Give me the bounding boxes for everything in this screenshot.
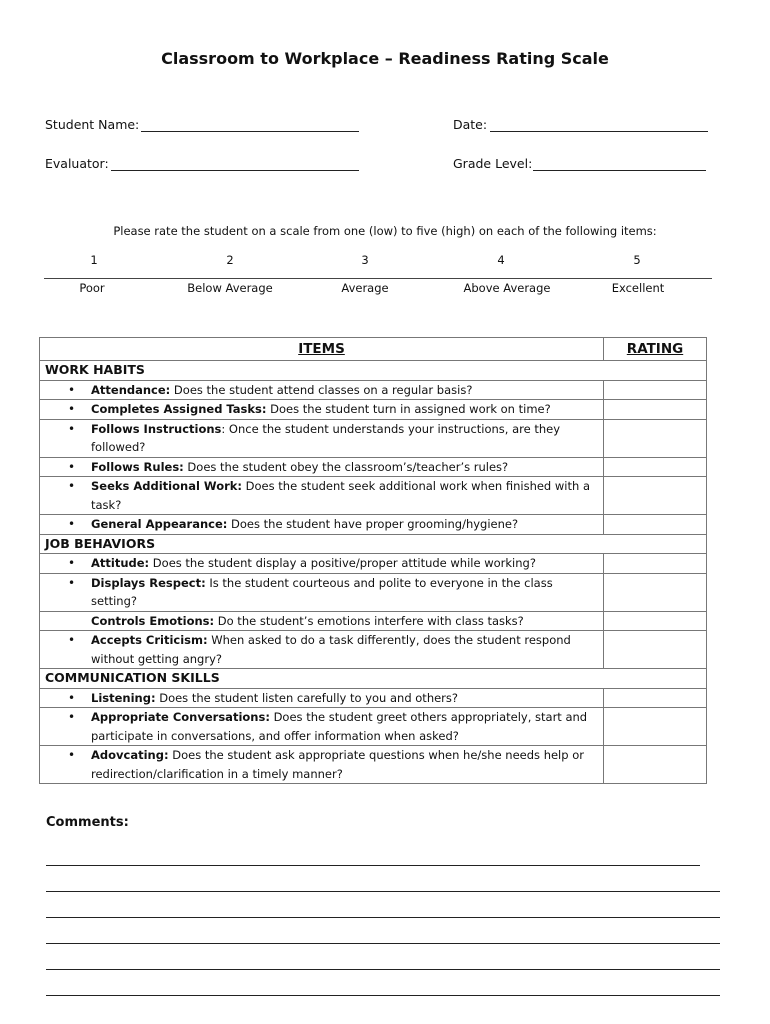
comment-line[interactable] — [46, 891, 720, 892]
scale-label: Poor — [79, 281, 105, 295]
scale-number: 5 — [633, 253, 641, 267]
rating-cell[interactable] — [604, 746, 707, 784]
item-description — [40, 708, 604, 746]
bullet-icon: • — [68, 575, 76, 590]
item-question: Is the student courteous and polite to everyone in the class setting? — [91, 575, 553, 608]
comment-line[interactable] — [46, 995, 720, 996]
item-title: Controls Emotions: — [91, 613, 215, 628]
item-question: Does the student have proper grooming/hygiene? — [227, 517, 519, 531]
item-row — [40, 746, 707, 784]
comment-line[interactable] — [46, 865, 700, 866]
item-row — [40, 631, 707, 669]
item-description — [40, 419, 604, 457]
item-row — [40, 708, 707, 746]
rating-cell[interactable] — [604, 457, 707, 477]
rating-cell[interactable] — [604, 573, 707, 611]
grade-level-label: Grade Level: — [453, 156, 533, 171]
date-field[interactable] — [490, 131, 708, 132]
item-question: Does the student greet others appropriately, start and participate in conversations, and offer information when asked? — [91, 710, 588, 743]
item-question: When asked to do a task differently, does the student respond without getting angry? — [91, 633, 571, 666]
bullet-icon: • — [68, 517, 76, 531]
bullet-icon: • — [68, 748, 76, 762]
bullet-icon: • — [68, 556, 76, 570]
page-title: Classroom to Workplace – Readiness Rating Scale — [161, 49, 609, 68]
item-title: General Appearance: — [91, 517, 228, 531]
evaluator-field[interactable] — [111, 170, 359, 171]
rating-cell[interactable] — [604, 611, 707, 631]
item-description — [40, 515, 604, 535]
item-row — [40, 380, 707, 400]
comment-line[interactable] — [46, 969, 720, 970]
item-title: Adovcating: — [91, 748, 169, 762]
scale-label: Excellent — [611, 281, 665, 295]
comment-line[interactable] — [46, 917, 720, 918]
item-title: Displays Respect: — [91, 575, 206, 590]
item-title: Seeks Additional Work: — [91, 479, 243, 493]
bullet-icon: • — [68, 690, 76, 705]
item-question: Does the student obey the classroom’s/teacher’s rules? — [183, 459, 509, 474]
bullet-icon: • — [68, 633, 76, 647]
items-header: ITEMS — [40, 338, 604, 361]
item-title: Follows Instructions — [91, 421, 222, 436]
rating-cell[interactable] — [604, 708, 707, 746]
section-title: WORK HABITS — [40, 361, 707, 381]
student-name-field[interactable] — [141, 131, 359, 132]
rating-cell[interactable] — [604, 515, 707, 535]
scale-label: Average — [341, 281, 389, 295]
scale-number: 1 — [90, 253, 98, 267]
rating-cell[interactable] — [604, 631, 707, 669]
item-question: Does the student turn in assigned work on time? — [266, 402, 551, 416]
item-row — [40, 554, 707, 574]
bullet-icon: • — [68, 421, 76, 436]
rating-cell[interactable] — [604, 419, 707, 457]
item-question: Does the student listen carefully to you and others? — [155, 690, 459, 705]
item-title: Accepts Criticism: — [91, 633, 208, 647]
rating-table — [39, 337, 707, 784]
item-description — [40, 380, 604, 400]
item-title: Attitude: — [91, 556, 150, 570]
scale-number: 3 — [361, 253, 369, 267]
comments-label: Comments: — [46, 815, 129, 830]
rating-cell[interactable] — [604, 477, 707, 515]
section-row — [40, 361, 707, 381]
item-description — [40, 631, 604, 669]
rating-cell[interactable] — [604, 380, 707, 400]
section-row — [40, 669, 707, 689]
item-row — [40, 419, 707, 457]
student-name-label: Student Name: — [45, 117, 140, 132]
scale-label: Below Average — [187, 281, 273, 295]
item-question: Do the student’s emotions interfere with class tasks? — [214, 613, 524, 628]
rating-cell[interactable] — [604, 554, 707, 574]
item-description — [40, 400, 604, 420]
item-row — [40, 457, 707, 477]
comment-line[interactable] — [46, 943, 720, 944]
item-row — [40, 477, 707, 515]
section-title: COMMUNICATION SKILLS — [40, 669, 707, 689]
scale-number: 2 — [226, 253, 234, 267]
item-row — [40, 688, 707, 708]
item-question: Does the student display a positive/proper attitude while working? — [149, 556, 536, 570]
item-question: Does the student attend classes on a regular basis? — [170, 382, 473, 397]
scale-divider — [44, 278, 712, 279]
instructions: Please rate the student on a scale from one (low) to five (high) on each of the following items: — [113, 224, 657, 238]
item-description — [40, 611, 604, 631]
item-title: Listening: — [91, 690, 156, 705]
item-description — [40, 746, 604, 784]
scale-number: 4 — [497, 253, 505, 267]
item-description — [40, 477, 604, 515]
rating-header: RATING — [604, 338, 707, 361]
item-question: : Once the student understands your instructions, are they followed? — [91, 421, 561, 454]
item-title: Appropriate Conversations: — [91, 710, 270, 724]
item-description — [40, 688, 604, 708]
item-question: Does the student ask appropriate questions when he/she needs help or redirection/clarification in a timely manner? — [91, 748, 584, 781]
section-row — [40, 534, 707, 554]
evaluator-label: Evaluator: — [45, 156, 109, 171]
bullet-icon: • — [68, 402, 76, 416]
grade-level-field[interactable] — [533, 170, 706, 171]
bullet-icon: • — [68, 382, 76, 397]
item-description — [40, 554, 604, 574]
item-title: Attendance: — [91, 382, 171, 397]
section-title: JOB BEHAVIORS — [40, 534, 707, 554]
bullet-icon: • — [68, 459, 76, 474]
rating-cell[interactable] — [604, 688, 707, 708]
item-row — [40, 400, 707, 420]
rating-cell[interactable] — [604, 400, 707, 420]
item-row — [40, 515, 707, 535]
item-title: Follows Rules: — [91, 459, 184, 474]
date-label: Date: — [453, 117, 488, 132]
item-title: Completes Assigned Tasks: — [91, 402, 267, 416]
bullet-icon: • — [68, 479, 76, 493]
item-row — [40, 573, 707, 611]
item-row — [40, 611, 707, 631]
item-description — [40, 457, 604, 477]
bullet-icon: • — [68, 710, 76, 724]
item-description — [40, 573, 604, 611]
item-question: Does the student seek additional work when finished with a task? — [91, 479, 590, 512]
scale-label: Above Average — [463, 281, 551, 295]
